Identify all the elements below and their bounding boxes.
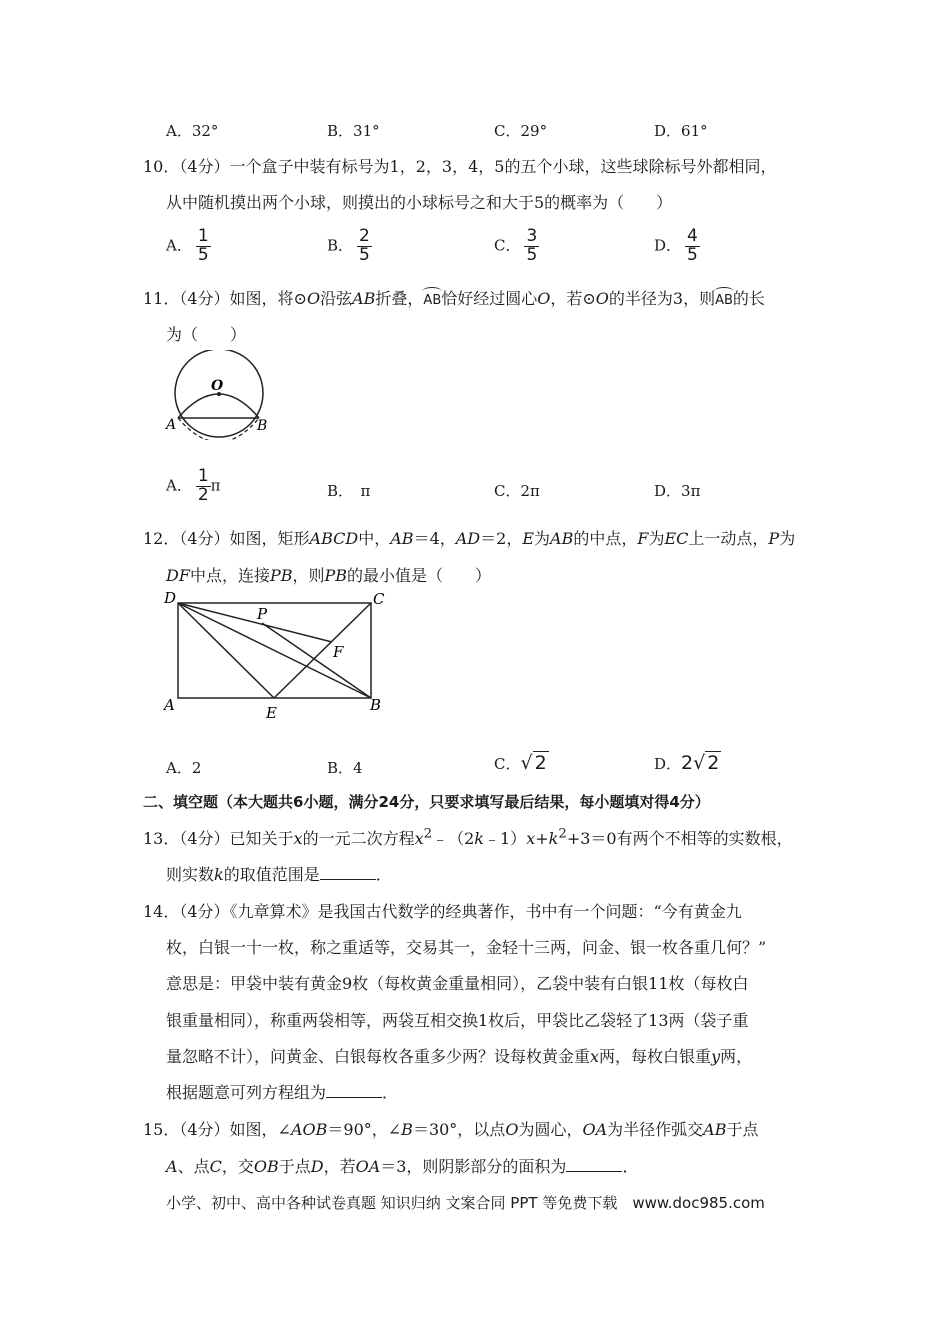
q11-line1: 11．（4分）如图，将⊙O沿弦AB折叠，AB恰好经过圆心O，若⊙O的半径为3，则AB的长 — [143, 289, 765, 308]
answer-blank — [326, 1083, 382, 1098]
q10-option-c: C． $\frac{3}{5}$ — [494, 226, 538, 265]
section-fill-in-title: 二、填空题（本大题共6小题，满分24分，只要求填写最后结果，每小题填对得4分） — [143, 793, 710, 811]
label-c: C — [373, 590, 385, 608]
q11-option-c: C．2π — [494, 482, 540, 500]
q12-line2: DF中点，连接PB，则PB的最小值是（ ） — [166, 566, 492, 585]
segment-pb — [262, 623, 371, 698]
arc-ab-2: AB — [715, 289, 733, 308]
label-a: A — [166, 417, 177, 433]
q15-line2: A、点C，交OB于点D，若OA＝3，则阴影部分的面积为 ． — [166, 1157, 639, 1176]
q14-line4: 银重量相同），称重两袋相等，两袋互相交换1枚后，甲袋比乙袋轻了13两（袋子重 — [166, 1011, 749, 1030]
q10-option-d: D． $\frac{4}{5}$ — [654, 226, 698, 265]
q12-option-a: A．2 — [166, 759, 202, 777]
label-e: E — [266, 704, 277, 720]
q15-line1: 15．（4分）如图，∠AOB＝90°，∠B＝30°，以点O为圆心，OA为半径作弧交AB于点 — [143, 1120, 759, 1139]
label-f: F — [333, 643, 344, 661]
segment-ec — [274, 603, 371, 698]
footer-text: 小学、初中、高中各种试卷真题 知识归纳 文案合同 PPT 等免费下载 www.doc985.com — [166, 1194, 765, 1212]
answer-blank — [320, 865, 376, 880]
label-b: B — [370, 696, 382, 714]
q12-option-d: D．2√ 2 — [654, 752, 720, 774]
q11-line2: 为（ ） — [166, 325, 247, 344]
q12-option-b: B．4 — [327, 759, 363, 777]
q9-option-a: A．32° — [166, 122, 219, 140]
q10-option-a: A． $\frac{1}{5}$ — [166, 226, 209, 265]
q11-option-a: A． $\frac{1}{2}$ π — [166, 466, 221, 505]
q10-option-b: B． $\frac{2}{5}$ — [327, 226, 370, 265]
q14-line2: 枚，白银一十一枚，称之重适等，交易其一，金轻十三两，问金、银一枚各重几何？” — [166, 938, 767, 957]
q11-option-d: D．3π — [654, 482, 701, 500]
label-a: A — [164, 696, 175, 714]
q9-option-c: C．29° — [494, 122, 548, 140]
q14-line1: 14．（4分）《九章算术》是我国古代数学的经典著作，书中有一个问题：“今有黄金九 — [143, 902, 742, 921]
arc-ab-1: AB — [423, 289, 441, 308]
q14-line5: 量忽略不计），问黄金、白银每枚各重多少两？设每枚黄金重x两，每枚白银重y两， — [166, 1047, 753, 1066]
q14-line6: 根据题意可列方程组为 ． — [166, 1083, 399, 1102]
label-o: O — [211, 378, 224, 394]
q12-option-c: C．√ 2 — [494, 752, 547, 774]
folded-arc — [178, 394, 259, 418]
label-b: B — [257, 418, 268, 434]
label-d: D — [164, 589, 177, 607]
q10-line1: 10．（4分）一个盒子中装有标号为1，2，3，4，5的五个小球，这些球除标号外都相同， — [143, 157, 777, 176]
q12-figure — [160, 585, 400, 720]
q9-option-b: B．31° — [327, 122, 380, 140]
q13-line1: 13．（4分）已知关于x的一元二次方程$x^2﹣(2k﹣1)x+k^2+3=0$有两个不相等的实数根， — [143, 826, 793, 848]
q11-option-b: B． π — [327, 482, 371, 500]
q9-option-d: D．61° — [654, 122, 708, 140]
q14-line3: 意思是：甲袋中装有黄金9枚（每枚黄金重量相同），乙袋中装有白银11枚（每枚白 — [166, 974, 749, 993]
label-p: P — [257, 605, 268, 623]
q12-line1: 12．（4分）如图，矩形ABCD中，AB＝4，AD＝2，E为AB的中点，F为EC上一动点，P为 — [143, 529, 796, 548]
q10-line2: 从中随机摸出两个小球，则摸出的小球标号之和大于5的概率为（ ） — [166, 193, 673, 212]
segment-df — [178, 603, 332, 642]
q13-line2: 则实数k的取值范围是 ． — [166, 865, 392, 884]
q11-figure — [160, 350, 280, 440]
answer-blank — [566, 1157, 622, 1172]
